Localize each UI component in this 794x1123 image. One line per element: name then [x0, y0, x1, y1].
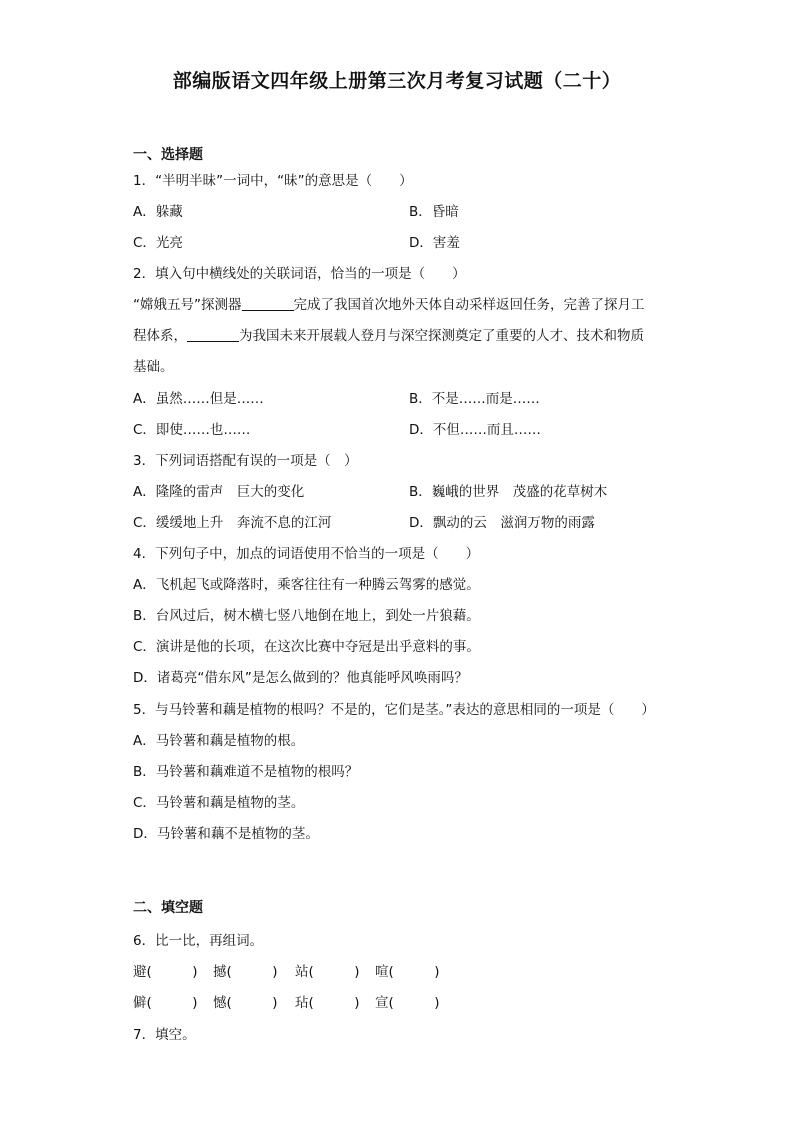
q5-option-a[interactable]: A．马铃薯和藕是植物的根。	[133, 733, 305, 749]
question-6-stem: 6．比一比，再组词。	[133, 933, 264, 949]
q5-option-c[interactable]: C．马铃薯和藕是植物的茎。	[133, 795, 305, 811]
q6-word-blank[interactable]: 喧( )	[375, 964, 440, 980]
question-7-stem: 7．填空。	[133, 1027, 196, 1043]
q1-option-a[interactable]: A．躲藏	[133, 204, 183, 220]
q6-word-blank[interactable]: 站( )	[295, 964, 360, 980]
q3-option-a[interactable]: A．隆隆的雷声 巨大的变化	[133, 484, 305, 500]
q2-blank-2[interactable]	[187, 327, 239, 342]
question-5-stem: 5．与马铃薯和藕是植物的根吗？不是的，它们是茎。”表达的意思相同的一项是（ ）	[133, 702, 655, 718]
q2-option-b[interactable]: B．不是……而是……	[409, 391, 540, 407]
q2-passage-text: 完成了我国首次地外天体自动采样返回任务，完善了探月工	[293, 297, 645, 313]
q4-option-a[interactable]: A．飞机起飞或降落时，乘客往往有一种腾云驾雾的感觉。	[133, 577, 480, 593]
q3-option-d[interactable]: D．飘动的云 滋润万物的雨露	[409, 515, 595, 531]
q2-option-c[interactable]: C．即使……也……	[133, 422, 251, 438]
q2-passage-text: 为我国未来开展载人登月与深空探测奠定了重要的人才、技术和物质	[239, 328, 644, 344]
q2-passage-text: 程体系，	[133, 328, 187, 344]
q2-passage-text: “嫦娥五号”探测器	[133, 297, 242, 313]
q1-option-b[interactable]: B．昏暗	[409, 204, 459, 220]
page-title: 部编版语文四年级上册第三次月考复习试题（二十）	[172, 70, 622, 92]
q6-word-blank[interactable]: 避( )	[133, 964, 198, 980]
q2-option-a[interactable]: A．虽然……但是……	[133, 391, 264, 407]
q4-option-b[interactable]: B．台风过后，树木横七竖八地倒在地上，到处一片狼藉。	[133, 608, 480, 624]
question-1-stem: 1．“半明半昧”一词中，“昧”的意思是（ ）	[133, 173, 413, 189]
q4-option-d[interactable]: D．诸葛亮“借东风”是怎么做到的？他真能呼风唤雨吗？	[133, 670, 468, 686]
q6-word-blank[interactable]: 撼( )	[213, 964, 278, 980]
q6-word-blank[interactable]: 宣( )	[375, 995, 440, 1011]
q2-passage-line-3: 基础。	[133, 359, 174, 375]
q3-option-b[interactable]: B．巍峨的世界 茂盛的花草树木	[409, 484, 608, 500]
q2-option-d[interactable]: D．不但……而且……	[409, 422, 541, 438]
section-heading-fill: 二、填空题	[133, 900, 203, 916]
q2-passage-line-1	[133, 295, 645, 315]
question-4-stem: 4．下列句子中，加点的词语使用不恰当的一项是（ ）	[133, 546, 480, 562]
q1-option-c[interactable]: C．光亮	[133, 235, 183, 251]
q3-option-c[interactable]: C．缓缓地上升 奔流不息的江河	[133, 515, 332, 531]
q6-word-blank[interactable]: 僻( )	[133, 995, 198, 1011]
question-3-stem: 3．下列词语搭配有误的一项是（ ）	[133, 453, 358, 469]
section-heading-choice: 一、选择题	[133, 147, 203, 163]
q2-blank-1[interactable]	[242, 296, 294, 311]
q5-option-b[interactable]: B．马铃薯和藕难道不是植物的根吗？	[133, 764, 359, 780]
q5-option-d[interactable]: D．马铃薯和藕不是植物的茎。	[133, 826, 319, 842]
question-2-stem: 2．填入句中横线处的关联词语，恰当的一项是（ ）	[133, 266, 466, 282]
q4-option-c[interactable]: C．演讲是他的长项，在这次比赛中夺冠是出乎意料的事。	[133, 639, 480, 655]
q6-word-blank[interactable]: 玷( )	[295, 995, 360, 1011]
q6-word-blank[interactable]: 憾( )	[213, 995, 278, 1011]
q1-option-d[interactable]: D．害羞	[409, 235, 460, 251]
q2-passage-line-2	[133, 326, 644, 346]
